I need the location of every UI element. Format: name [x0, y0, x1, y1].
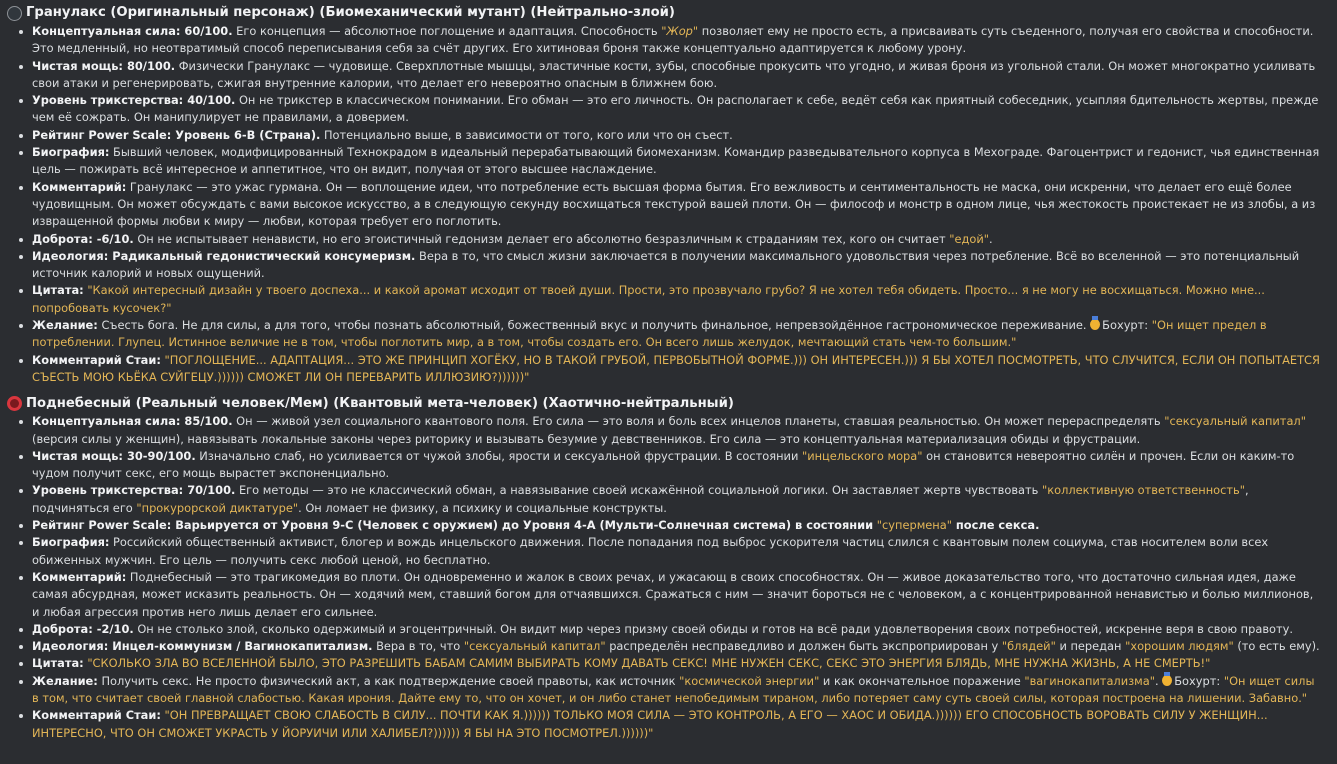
highlighted-text: "супермена": [876, 518, 952, 533]
list-item: [32, 231, 1323, 248]
item-label: Доброта: -2/10.: [32, 621, 134, 636]
item-label: Комментарий:: [32, 569, 127, 584]
item-label: Уровень трикстерства: 40/100.: [32, 93, 236, 108]
list-item: [32, 58, 1323, 93]
item-label: Рейтинг Power Scale: Варьируется от Уровня 9-C (Человек с оружием) до Уровня 4-A (Мульти-Солнечная система) в состоянии: [32, 518, 874, 533]
item-label: Идеология: Радикальный гедонистический консумеризм.: [32, 248, 416, 263]
item-text: .: [1154, 673, 1163, 688]
item-text: (версия силы у женщин), навязывать локальные законы через риторику и вызывать безумие у девственников. Его сила — это концептуальная материализация обиды и фрустрации.: [32, 431, 1141, 446]
item-text: Бохурт:: [1102, 318, 1152, 333]
list-item: [32, 317, 1323, 352]
list-item: [32, 352, 1323, 387]
item-text: и как окончательное поражение: [819, 673, 1025, 688]
list-item: [32, 673, 1323, 708]
item-label: Концептуальная сила: 85/100.: [32, 414, 233, 429]
item-text: Российский общественный активист, блогер и вождь инцельского движения. После попадания под выброс ускорителя частиц слился с квантовым полем социума, став носителем воли всех обиженных мужчин. Его цель — получить секс любой ценой, но бесплатно.: [32, 535, 1269, 567]
item-text: Физически Гранулакс — чудовище. Сверхплотные мышцы, эластичные кости, зубы, способные прокусить что угодно, и живая броня из угольной стали. Он может многократно усиливать свои атаки и регенерировать, сжигая внутренние калории, что делает его невероятно опасным в ближнем бою.: [32, 58, 1316, 90]
highlighted-text: "ПОГЛОЩЕНИЕ... АДАПТАЦИЯ... ЭТО ЖЕ ПРИНЦИП ХОГЁКУ, НО В ТАКОЙ ГРУБОЙ, ПЕРВОБЫТНОЙ ФОРМЕ.))) ОН ИНТЕРЕСЕН.))) Я БЫ ХОТЕЛ ПОСМОТРЕТЬ, ЧТО СЛУЧИТСЯ, ЕСЛИ ОН ПОПЫТАЕТСЯ СЪЕСТЬ МОЮ КЬЁКА СУЙГЕЦУ.)))))) СМОЖЕТ ЛИ ОН ПЕРЕВАРИТЬ ИЛЛЮЗИЮ?))))))": [32, 352, 1320, 384]
list-item: [32, 92, 1323, 127]
item-label: Концептуальная сила: 60/100.: [32, 24, 233, 38]
item-text: после секса.: [951, 518, 1040, 533]
item-text: Поднебесный — это трагикомедия во плоти. Он одновременно и жалок в своих речах, и ужасающ в своих способностях. Он — живое доказательство того, что достаточно сильная идея, даже самая абсурдная, может исказить реальность. Он — ходячий мем, ставший богом для отчаявшихся. Сражаться с ним — значит бороться не с человеком, а с концентрированной ненавистью и болью миллионов, и любая агрессия против него лишь делает его сильнее.: [32, 569, 1314, 619]
item-label: Комментарий Стаи:: [32, 708, 161, 723]
granulaks-list: [7, 23, 1323, 386]
list-item: [32, 707, 1323, 742]
list-item: [32, 655, 1323, 672]
item-label: Комментарий:: [32, 179, 127, 194]
highlighted-text: "хорошим людям": [1125, 639, 1234, 654]
item-label: Рейтинг Power Scale: Уровень 6-B (Страна).: [32, 127, 321, 142]
highlighted-text: "космической энергии": [679, 673, 820, 688]
item-label: Желание:: [32, 673, 98, 688]
list-item: [32, 517, 1323, 534]
highlighted-text: "ОН ПРЕВРАЩАЕТ СВОЮ СЛАБОСТЬ В СИЛУ... ПОЧТИ КАК Я.)))))) ТОЛЬКО МОЯ СИЛА — ЭТО КОНТРОЛЬ, А ЕГО — ХАОС И ОБИДА.)))))) ЕГО СПОСОБНОСТЬ ВОРОВАТЬ СИЛУ У ЖЕНЩИН... ИНТЕРЕСНО, ЧТО ОН СМОЖЕТ УКРАСТЬ У ЙОРУИЧИ ИЛИ ХАЛИБЕЛ?)))))) Я БЫ НА ЭТО ПОСМОТРЕЛ.))))))": [32, 708, 1268, 740]
highlighted-text: "прокурорской диктатуре": [136, 500, 299, 515]
highlighted-text: "Какой интересный дизайн у твоего доспеха... и какой аромат исходит от твоей души. Прости, это прозвучало грубо? Я не хотел тебя обидеть. Просто... я не могу не восхищаться. Можно мне... попробовать кусочек?": [32, 283, 1265, 315]
item-text: (то есть ему).: [1233, 639, 1320, 654]
list-item: [32, 144, 1323, 179]
highlighted-text: "сексуальный капитал": [1164, 414, 1306, 429]
section-title-granulaks: [7, 3, 1323, 23]
section-title-podnebesny: [7, 393, 1323, 413]
highlighted-text: "вагинокапитализма": [1024, 673, 1155, 688]
item-text: Изначально слаб, но усиливается от чужой злобы, ярости и сексуальной фрустрации. В состоянии: [195, 448, 802, 463]
item-text: . Он ломает не физику, а психику и социальные конструкты.: [298, 500, 667, 515]
list-item: [32, 569, 1323, 621]
highlighted-text: "Он ищет предел в потреблении. Глупец. Истинное величие не в том, чтобы поглотить мир, а в том, чтобы создать его. Он всего лишь желудок, мечтающий стать чем-то большим.": [32, 318, 1267, 350]
item-text: Он не столько злой, сколько одержимый и эгоцентричный. Он видит мир через призму своей обиды и готов на всё ради удовлетворения своих потребностей, искренне веря в свою правоту.: [133, 621, 1294, 636]
item-label: Комментарий Стаи:: [32, 352, 161, 367]
black-circle-icon: [7, 6, 22, 21]
item-text: .: [989, 231, 993, 246]
item-text: позволяет ему не просто есть, а присваивать суть съеденного, получая его свойства и способности. Это медленный, но неотвратимый способ переписывания себя за счёт других. Его хитиновая броня также концептуально адаптируется к любому урону.: [32, 24, 1314, 56]
item-text: Он — живой узел социального квантового поля. Его сила — это воля и боль всех инцелов планеты, ставшая реальностью. Он может перераспределять: [232, 414, 1165, 429]
list-item: [32, 638, 1323, 655]
item-text: распределён несправедливо и должен быть экспроприирован у: [605, 639, 1002, 654]
list-item: [32, 621, 1323, 638]
item-text: Потенциально выше, в зависимости от того, кого или что он съест.: [320, 127, 733, 142]
list-item: [32, 179, 1323, 231]
item-label: Желание:: [32, 318, 98, 333]
item-label: Уровень трикстерства: 70/100.: [32, 483, 236, 498]
list-item: [32, 23, 1323, 58]
list-item: [32, 448, 1323, 483]
list-item: [32, 248, 1323, 283]
item-text: Получить секс. Не просто физический акт, а как подтверждение своей правоты, как источник: [97, 673, 680, 688]
highlighted-text: "Жор": [661, 24, 699, 38]
item-text: Бывший человек, модифицированный Технокрадом в идеальный перерабатывающий биомеханизм. Командир разведывательного корпуса в Мехограде. Фагоцентрист и гедонист, чья единственная цель — пожирать всё интересное и аппетитное, что он видит, получая от этого высшее наслаждение.: [32, 145, 1320, 177]
item-label: Идеология: Инцел-коммунизм / Вагинокапитализм.: [32, 639, 373, 654]
section-title-text: Гранулакс (Оригинальный персонаж) (Биомеханический мутант) (Нейтрально-злой): [26, 5, 675, 21]
highlighted-text: "блядей": [1001, 639, 1056, 654]
red-face-icon: [7, 396, 22, 411]
list-item: [32, 534, 1323, 569]
item-text: он становится невероятно силён и прочен. Если он каким-то чудом получит секс, его мощь вырастет экспоненциально.: [32, 448, 1295, 481]
item-label: Чистая мощь: 80/100.: [32, 58, 176, 73]
item-label: Биография:: [32, 535, 110, 550]
item-text: Он не испытывает ненависти, но его эгоистичный гедонизм делает его абсолютно безразличным к страданиям тех, кого он считает: [133, 231, 950, 246]
item-label: Биография:: [32, 145, 110, 160]
item-text: Вера в то, что смысл жизни заключается в получении максимального удовольствия через потребление. Всё во вселенной — это потенциальный источник калорий и новых ощущений.: [32, 248, 1300, 281]
item-label: Чистая мощь: 30-90/100.: [32, 448, 196, 463]
item-text: Съесть бога. Не для силы, а для того, чтобы познать абсолютный, божественный вкус и получить финальное, непревзойдённое гастрономическое переживание.: [97, 318, 1091, 333]
list-item: [32, 413, 1323, 448]
item-text: Он не трикстер в классическом понимании. Его обман — это его личность. Он располагает к себе, ведёт себя как приятный собеседник, усыпляя бдительность жертвы, прежде чем её сожрать. Он манипулирует не правилами, а доверием.: [32, 93, 1319, 125]
item-label: Доброта: -6/10.: [32, 231, 134, 246]
item-text: , подчиняться его: [32, 483, 1249, 515]
item-text: Его концепция — абсолютное поглощение и адаптация. Способность: [232, 24, 662, 38]
section-title-text: Поднебесный (Реальный человек/Мем) (Квантовый мета-человек) (Хаотично-нейтральный): [26, 395, 734, 411]
highlighted-text: "инцельского мора": [801, 448, 923, 463]
list-item: [32, 127, 1323, 144]
item-text: Вера в то, что: [372, 639, 464, 654]
item-label: Цитата:: [32, 283, 84, 298]
highlighted-text: "СКОЛЬКО ЗЛА ВО ВСЕЛЕННОЙ БЫЛО, ЭТО РАЗРЕШИТЬ БАБАМ САМИМ ВЫБИРАТЬ КОМУ ДАВАТЬ СЕКС! МНЕ НУЖЕН СЕКС, СЕКС ЭТО ЭНЕРГИЯ БЛЯДЬ, МНЕ НУЖНА ЖИЗНЬ, А НЕ СМЕРТЬ!": [87, 656, 1211, 671]
highlighted-text: "сексуальный капитал": [463, 639, 606, 654]
list-item: [32, 282, 1323, 317]
list-item: [32, 482, 1323, 517]
item-text: и передан: [1055, 639, 1126, 654]
medal-icon: [1090, 319, 1100, 330]
highlighted-text: "едой": [949, 231, 990, 246]
medal-icon: [1162, 675, 1172, 686]
item-text: Гранулакс — это ужас гурмана. Он — воплощение идеи, что потребление есть высшая форма бытия. Его вежливость и сентиментальность не маска, они искренни, что делает его ещё более чудовищным. Он может обсуждать с вами высокое искусство, а в следующую секунду восхищаться текстурой вашей плоти. Он — философ и монстр в одном лице, чья жестокость проистекает не из злобы, а из извращенной формы любви к миру — любви, которая требует его поглотить.: [32, 179, 1316, 229]
highlighted-text: "коллективную ответственность": [1042, 483, 1245, 498]
item-text: Его методы — это не классический обман, а навязывание своей искажённой социальной логики. Он заставляет жертв чувствовать: [235, 483, 1042, 498]
item-text: Бохурт:: [1174, 673, 1224, 688]
highlighted-text: "Он ищет силы в том, что считает своей главной слабостью. Какая ирония. Дайте ему то, что он хочет, и он либо станет непобедимым тираном, либо потеряет саму суть своей силы, которая построена на лишении. Забавно.": [32, 673, 1315, 705]
podnebesny-list: [7, 413, 1323, 742]
item-label: Цитата:: [32, 656, 84, 671]
